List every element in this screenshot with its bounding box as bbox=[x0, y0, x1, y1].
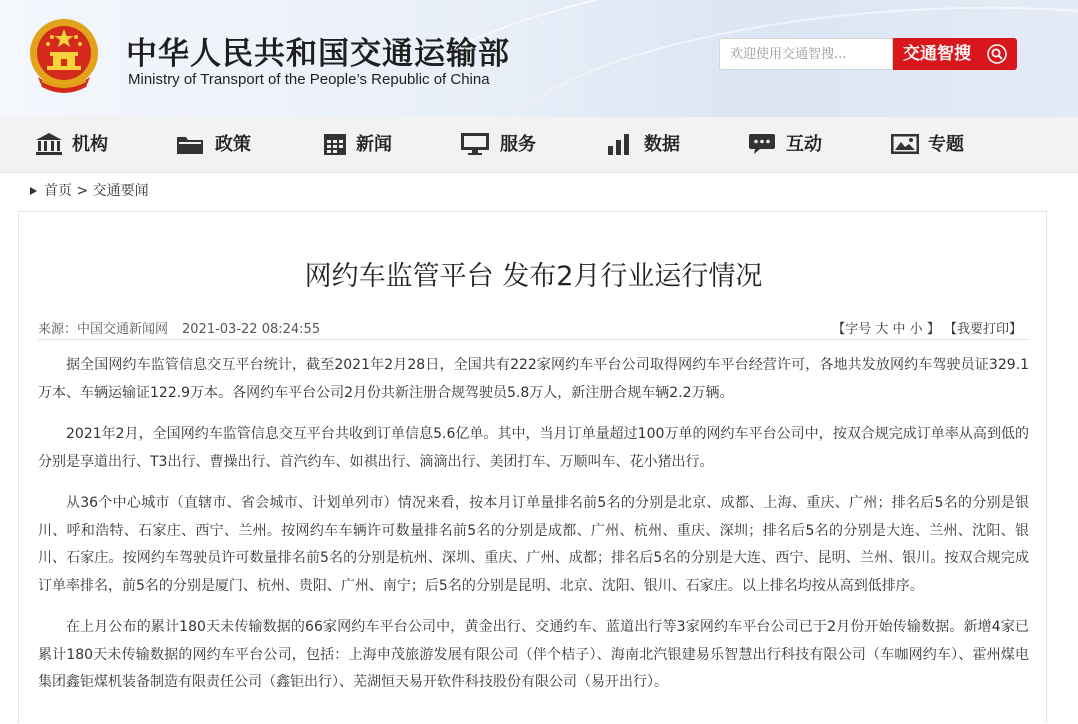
main-nav bbox=[0, 117, 1078, 173]
article-paragraph: 据全国网约车监管信息交互平台统计，截至2021年2月28日，全国共有222家网约车平台公司取得网约车平台经营许可，各地共发放网约车驾驶员证329.1万本、车辆运输证122.9万本。各网约车平台公司2月份共新注册合规驾驶员5.8万人，新注册合规车辆2.2万辆。 bbox=[38, 357, 1029, 401]
breadcrumb bbox=[28, 180, 149, 202]
nav-item-interaction[interactable] bbox=[748, 117, 838, 172]
national-emblem-icon[interactable] bbox=[28, 17, 100, 95]
bank-icon bbox=[34, 131, 64, 157]
search-input[interactable] bbox=[719, 38, 893, 70]
font-size-medium-button[interactable]: 中 bbox=[892, 322, 906, 337]
search-button[interactable] bbox=[893, 38, 1017, 70]
breadcrumb-home-link[interactable]: 首页 bbox=[44, 183, 72, 199]
meta-divider bbox=[38, 339, 1029, 340]
article-panel bbox=[18, 211, 1047, 723]
site-header bbox=[0, 0, 1078, 117]
site-subtitle: Ministry of Transport of the People’s Republic of China bbox=[128, 71, 490, 88]
search-icon bbox=[987, 44, 1007, 64]
article-tools bbox=[832, 318, 1022, 337]
nav-label: 互动 bbox=[786, 134, 822, 155]
triangle-marker-icon bbox=[28, 186, 38, 196]
nav-item-topics[interactable] bbox=[890, 117, 980, 172]
chat-bubble-icon bbox=[748, 131, 778, 157]
site-title[interactable]: 中华人民共和国交通运输部 bbox=[126, 36, 510, 72]
nav-label: 机构 bbox=[72, 134, 108, 155]
folder-icon bbox=[175, 131, 205, 157]
nav-item-data[interactable] bbox=[606, 117, 696, 172]
nav-label: 政策 bbox=[215, 134, 251, 155]
nav-item-services[interactable] bbox=[460, 117, 550, 172]
monitor-icon bbox=[460, 131, 490, 157]
font-size-small-button[interactable]: 小 bbox=[909, 322, 923, 337]
article-datetime: 2021-03-22 08:24:55 bbox=[182, 322, 321, 337]
article-paragraph: 2021年2月，全国网约车监管信息交互平台共收到订单信息5.6亿单。其中，当月订单量超过100万单的网约车平台公司中，按双合规完成订单率从高到低的分别是享道出行、T3出行、曹操出行、首汽约车、如祺出行、滴滴出行、美团打车、万顺叫车、花小猪出行。 bbox=[38, 426, 1029, 470]
article-paragraph: 在上月公布的累计180天未传输数据的66家网约车平台公司中，黄金出行、交通约车、蓝道出行等3家网约车平台公司已于2月份开始传输数据。新增4家已累计180天未传输数据的网约车平台公司，包括：上海申茂旅游发展有限公司（伴个桔子）、海南北汽银建易乐智慧出行科技有限公司（车咖网约车）、霍州煤电集团鑫钜煤机装备制造有限责任公司（鑫钜出行）、芜湖恒天易开软件科技股份有限公司（易开出行）。 bbox=[38, 619, 1029, 690]
font-size-large-button[interactable]: 大 bbox=[875, 322, 889, 337]
nav-item-institutions[interactable] bbox=[34, 117, 124, 172]
article-paragraph: 从36个中心城市（直辖市、省会城市、计划单列市）情况来看，按本月订单量排名前5名的分别是北京、成都、上海、重庆、广州；排名后5名的分别是银川、呼和浩特、石家庄、西宁、兰州。按网约车车辆许可数量排名前5名的分别是成都、广州、杭州、重庆、深圳；排名后5名的分别是大连、兰州、沈阳、银川、石家庄。按网约车驾驶员许可数量排名前5名的分别是杭州、深圳、重庆、广州、成都；排名后5名的分别是大连、西宁、昆明、兰州、银川。按双合规完成订单率排名，前5名的分别是厦门、杭州、贵阳、广州、南宁；后5名的分别是昆明、北京、沈阳、银川、石家庄。以上排名均按从高到低排序。 bbox=[38, 495, 1029, 594]
breadcrumb-current-link[interactable]: 交通要闻 bbox=[92, 183, 149, 199]
print-button[interactable]: 【我要打印】 bbox=[943, 322, 1022, 337]
picture-icon bbox=[890, 131, 920, 157]
font-size-label: 【字号 bbox=[832, 322, 872, 337]
nav-label: 服务 bbox=[500, 134, 536, 155]
nav-label: 数据 bbox=[644, 134, 680, 155]
breadcrumb-separator: > bbox=[76, 183, 89, 199]
bar-chart-icon bbox=[606, 131, 636, 157]
nav-label: 专题 bbox=[928, 134, 964, 155]
nav-label: 新闻 bbox=[356, 134, 392, 155]
nav-item-policy[interactable] bbox=[175, 117, 265, 172]
calendar-grid-icon bbox=[322, 131, 352, 157]
article-title: 网约车监管平台 发布2月行业运行情况 bbox=[304, 261, 763, 292]
nav-item-news[interactable] bbox=[322, 117, 412, 172]
article-source: 来源：中国交通新闻网 bbox=[38, 322, 169, 337]
article-meta bbox=[38, 318, 320, 337]
search-button-label: 交通智搜 bbox=[903, 44, 971, 64]
article-body bbox=[38, 352, 1029, 711]
font-size-close: 】 bbox=[926, 322, 940, 337]
